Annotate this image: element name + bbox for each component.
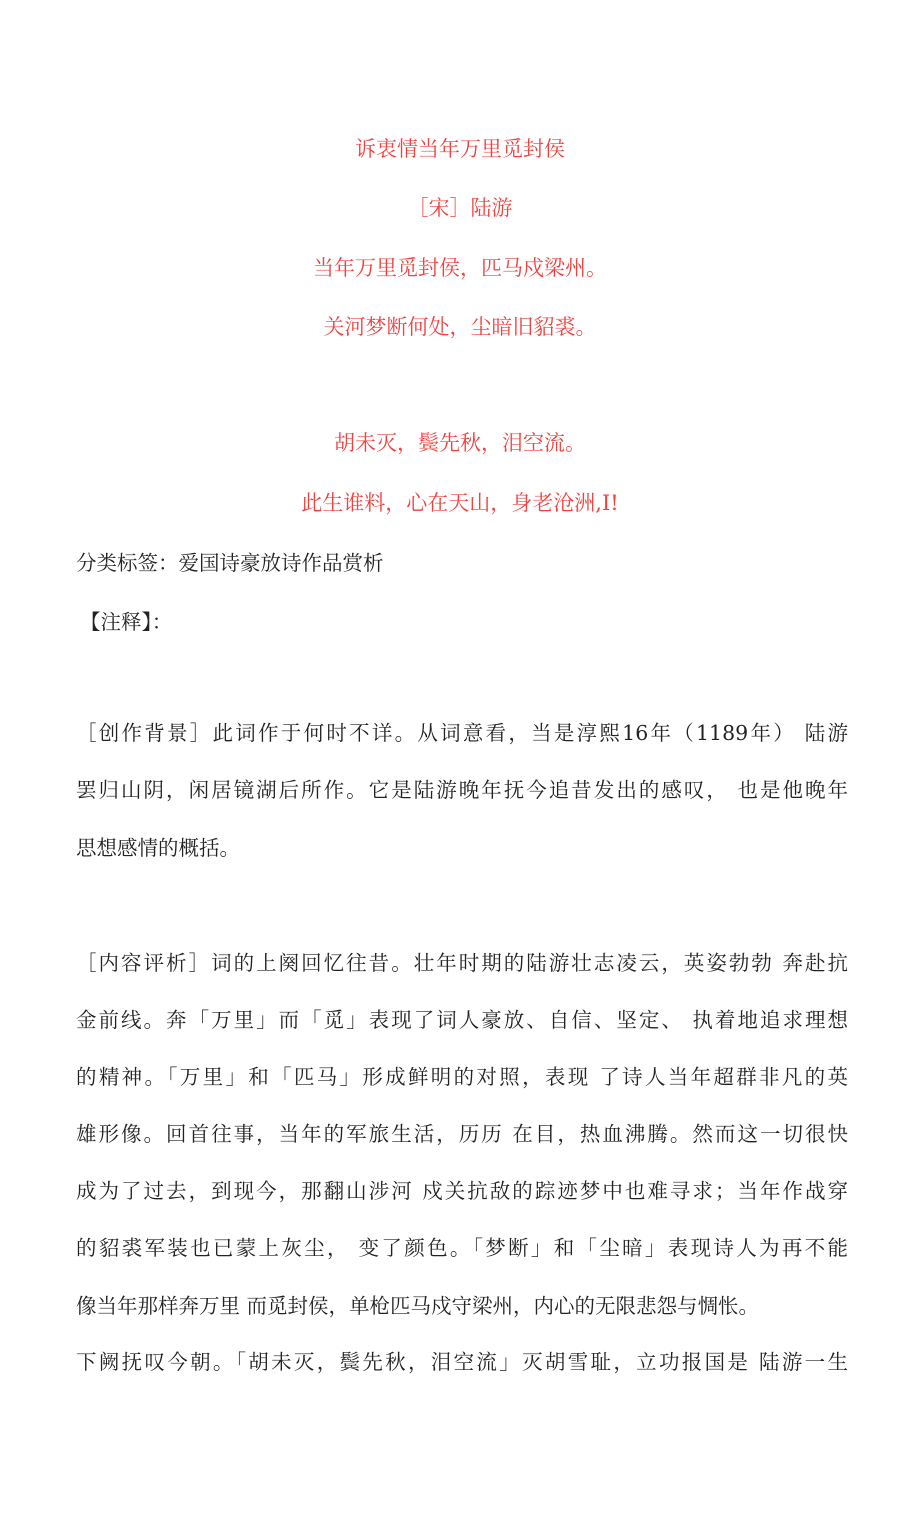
analysis-paragraph-line-6: 的貂裘军装也已蒙上灰尘， 变了颜色。「梦断」和「尘暗」表现诗人为再不能 <box>76 1236 848 1260</box>
analysis-paragraph-line-5: 成为了过去，到现今，那翻山涉河 戍关抗敌的踪迹梦中也难寻求；当年作战穿 <box>76 1179 848 1203</box>
analysis-paragraph-line-1: ［内容评析］词的上阕回忆往昔。壮年时期的陆游壮志凌云，英姿勃勃 奔赴抗 <box>76 951 848 975</box>
analysis-paragraph-line-3: 的精神。「万里」和「匹马」形成鲜明的对照，表现 了诗人当年超群非凡的英 <box>76 1065 848 1089</box>
analysis-paragraph-line-4: 雄形像。回首往事，当年的军旅生活，历历 在目，热血沸腾。然而这一切很快 <box>76 1122 848 1146</box>
poem-line-1: 当年万里觅封侯，匹马戍梁州。 <box>313 256 607 280</box>
analysis-paragraph-line-8: 下阙抚叹今朝。「胡未灭，鬓先秋，泪空流」灭胡雪耻，立功报国是 陆游一生 <box>76 1350 848 1374</box>
poem-line-3: 胡未灭，鬓先秋，泪空流。 <box>334 431 586 455</box>
analysis-paragraph-line-7: 像当年那样奔万里 而觅封侯，单枪匹马戍守梁州，内心的无限悲怨与惆怅。 <box>76 1294 760 1318</box>
poem-line-2: 关河梦断何处，尘暗旧貂裘。 <box>323 315 597 339</box>
background-paragraph-line-1: ［创作背景］此词作于何时不详。从词意看，当是淳熙16年（1189年） 陆游 <box>76 721 848 745</box>
background-paragraph-line-2: 罢归山阴，闲居镜湖后所作。它是陆游晚年抚今追昔发出的感叹， 也是他晚年 <box>76 778 848 802</box>
category-tags: 分类标签：爱国诗豪放诗作品赏析 <box>76 551 384 575</box>
background-paragraph-line-3: 思想感情的概括。 <box>76 836 240 860</box>
notes-heading: 【注释】： <box>80 610 173 634</box>
analysis-paragraph-line-2: 金前线。奔「万里」而「觅」表现了词人豪放、自信、坚定、 执着地追求理想 <box>76 1008 848 1032</box>
poem-line-4: 此生谁料，心在天山，身老沧洲,I! <box>301 491 619 515</box>
poem-author: ［宋］陆游 <box>407 196 513 220</box>
poem-title: 诉衷情当年万里觅封侯 <box>355 137 565 161</box>
